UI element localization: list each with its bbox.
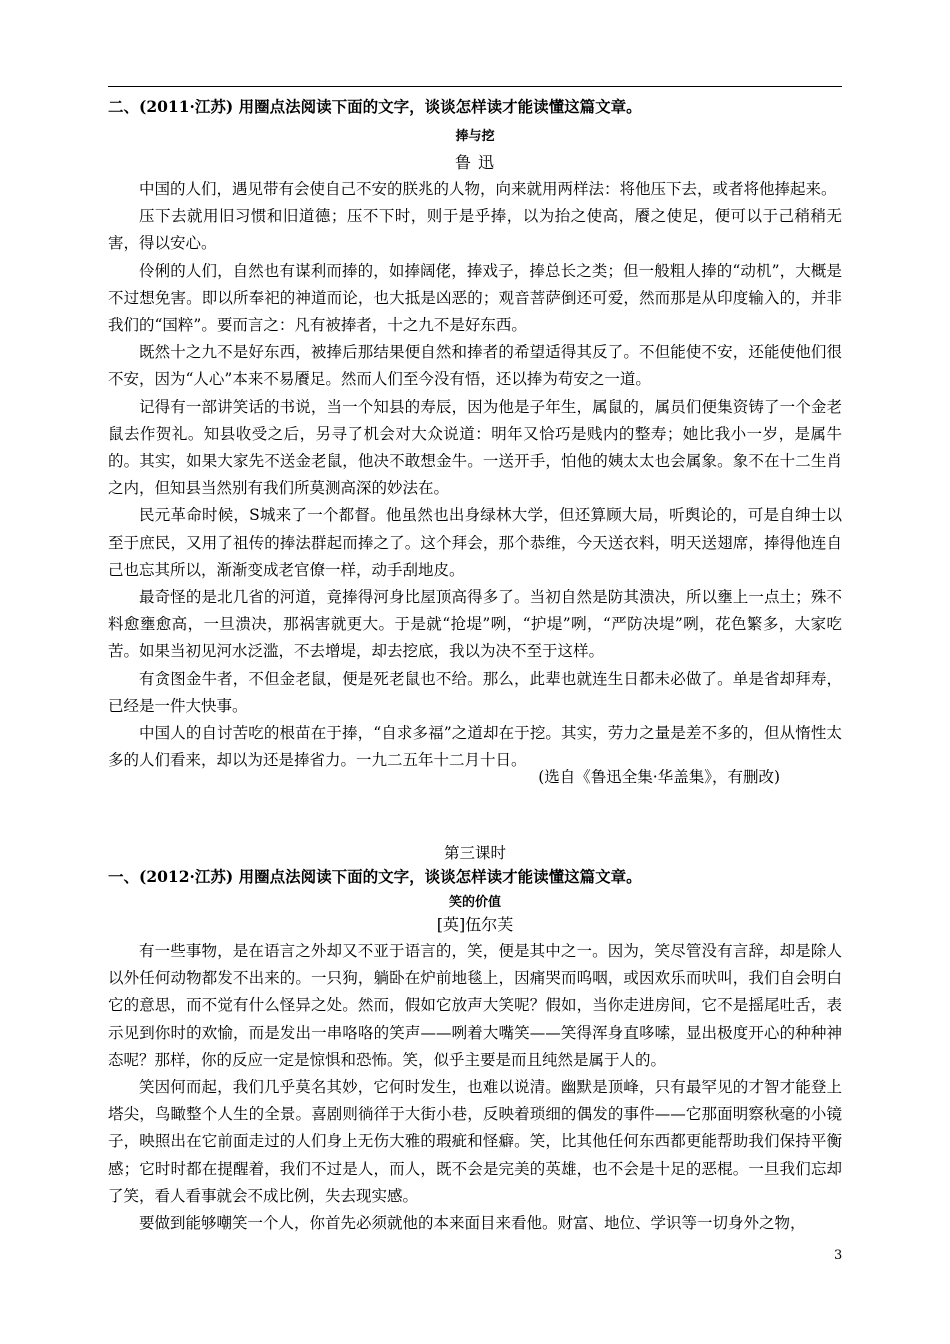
lesson-title: 第三课时 (443, 844, 506, 862)
section2-heading: 一、(2012·江苏) 用圈点法阅读下面的文字，谈谈怎样读才能读懂这篇文章。 (108, 867, 642, 886)
page-number: 3 (834, 1248, 843, 1263)
paragraph: 要做到能够嘲笑一个人，你首先必须就他的本来面目来看他。财富、地位、学识等一切身外之物， (139, 1214, 806, 1233)
paragraph: 最奇怪的是北几省的河道，竟捧得河身比屋顶高得多了。当初自然是防其溃决，所以壅上一点土；殊不料愈壅愈高，一旦溃决，那祸害就更大。于是就“抢堤”咧，“护堤”咧，“严防决堤”咧，花色繁多，大家吃苦。如果当初见河水泛滥，不去增堤，却去挖底，我以为决不至于这样。 (108, 588, 842, 661)
paragraph: 压下去就用旧习惯和旧道德；压不下时，则于是乎捧，以为抬之使高，餍之使足，便可以于己稍稍无害，得以安心。 (108, 207, 842, 253)
section2-body (108, 938, 842, 1237)
paragraph: 记得有一部讲笑话的书说，当一个知县的寿辰，因为他是子年生，属鼠的，属员们便集资铸了一个金老鼠去作贺礼。知县收受之后，另寻了机会对大众说道：明年又恰巧是贱内的整寿；她比我小一岁，是属牛的。其实，如果大家先不送金老鼠，他决不敢想金牛。一送开手，怕他的姨太太也会属象。象不在十二生肖之内，但知县当然别有我们所莫测高深的妙法在。 (108, 397, 842, 498)
paragraph: 有贪图金牛者，不但金老鼠，便是死老鼠也不给。那么，此辈也就连生日都未必做了。单是省却拜寿，已经是一件大快事。 (108, 669, 842, 715)
paragraph: 既然十之九不是好东西，被捧后那结果便自然和捧者的希望适得其反了。不但能使不安，还能使他们很不安，因为“人心”本来不易餍足。然而人们至今没有悟，还以捧为苟安之一道。 (108, 343, 842, 389)
section2-title: 笑的价值 (448, 895, 501, 910)
section1-heading: 二、(2011·江苏) 用圈点法阅读下面的文字，谈谈怎样读才能读懂这篇文章。 (108, 97, 642, 116)
section1-title: 捧与挖 (455, 129, 495, 144)
section1-source: (选自《鲁迅全集·华盖集》，有删改) (538, 768, 780, 786)
paragraph: 有一些事物，是在语言之外却又不亚于语言的，笑，便是其中之一。因为，笑尽管没有言辞，却是除人以外任何动物都发不出来的。一只狗，躺卧在炉前地毯上，因痛哭而呜咽，或因欢乐而吠叫，我们自会明白它的意思，而不觉有什么怪异之处。然而，假如它放声大笑呢？假如，当你走进房间，它不是摇尾吐舌，表示见到你时的欢愉，而是发出一串咯咯的笑声——咧着大嘴笑——笑得浑身直哆嗦，显出极度开心的种种神态呢？那样，你的反应一定是惊惧和恐怖。笑，似乎主要是而且纯然是属于人的。 (108, 942, 842, 1069)
paragraph: 笑因何而起，我们几乎莫名其妙，它何时发生，也难以说清。幽默是顶峰，只有最罕见的才智才能登上塔尖，鸟瞰整个人生的全景。喜剧则徜徉于大街小巷，反映着琐细的偶发的事件——它那面明察秋毫的小镜子，映照出在它前面走过的人们身上无伤大雅的瑕疵和怪癖。笑，比其他任何东西都更能帮助我们保持平衡感；它时时都在提醒着，我们不过是人，而人，既不会是完美的英雄，也不会是十足的恶棍。一旦我们忘却了笑，看人看事就会不成比例，失去现实感。 (108, 1078, 842, 1205)
paragraph: 中国的人们，遇见带有会使自己不安的朕兆的人物，向来就用两样法：将他压下去，或者将他捧起来。 (139, 180, 837, 198)
section2-author: [英]伍尔芙 (436, 915, 514, 934)
paragraph: 伶俐的人们，自然也有谋利而捧的，如捧阔佬，捧戏子，捧总长之类；但一般粗人捧的“动机”，大概是不过想免害。即以所奉祀的神道而论，也大抵是凶恶的；观音菩萨倒还可爱，然而那是从印度输入的，并非我们的“国粹”。要而言之：凡有被捧者，十之九不是好东西。 (108, 261, 842, 335)
paragraph: 民元革命时候，S城来了一个都督。他虽然也出身绿林大学，但还算顾大局，听舆论的，可是自绅士以至于庶民，又用了祖传的捧法群起而捧之了。这个拜会，那个恭维，今天送衣料，明天送翅席，捧得他连自己也忘其所以，渐渐变成老官僚一样，动手刮地皮。 (108, 506, 842, 579)
section1-author: 鲁 迅 (454, 153, 496, 172)
section1-body (108, 176, 842, 774)
paragraph: 中国人的自讨苦吃的根苗在于捧，“自求多福”之道却在于挖。其实，劳力之量是差不多的，但从惰性太多的人们看来，却以为还是捧省力。一九二五年十二月十日。 (108, 724, 842, 770)
header-rule (108, 86, 842, 87)
